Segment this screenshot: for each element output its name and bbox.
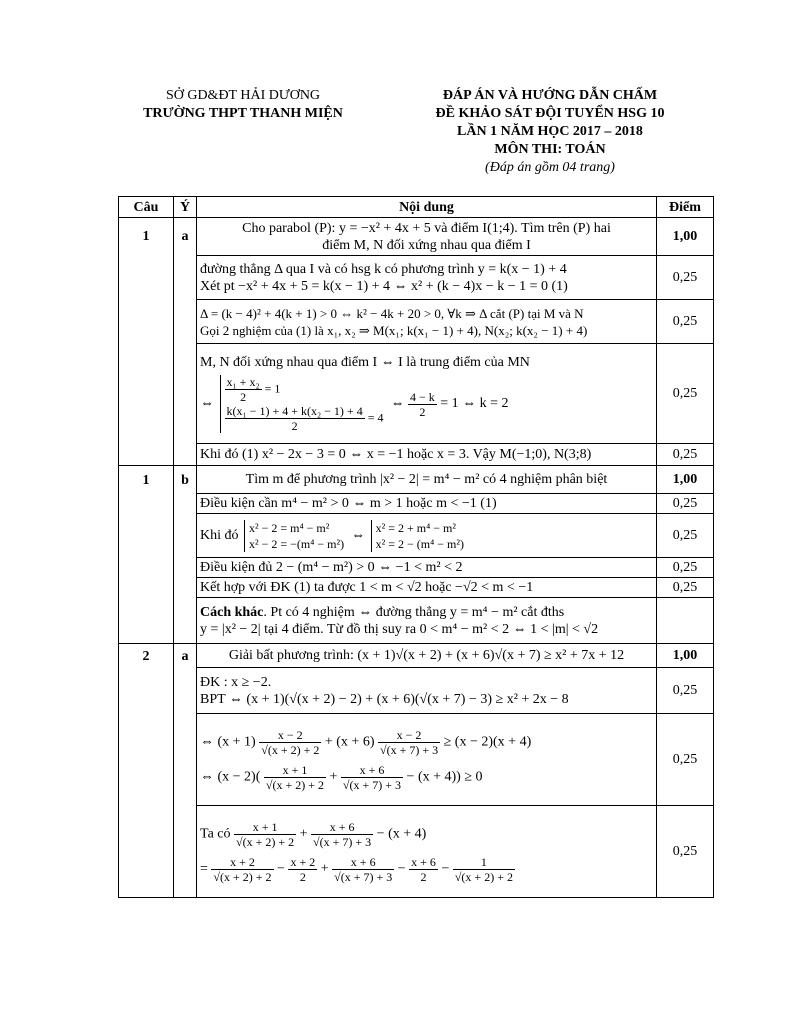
exam-round: LẦN 1 NĂM HỌC 2017 – 2018 xyxy=(457,124,643,139)
question-prompt: Tìm m để phương trình |x² − 2| = m⁴ − m² có 4 nghiệm phân biệt xyxy=(197,466,657,494)
table-row xyxy=(119,218,714,256)
score: 0,25 xyxy=(657,494,714,514)
equation-set: x² = 2 + m⁴ − m² x² = 2 − (m⁴ − m²) xyxy=(371,520,464,552)
exam-name: ĐỀ KHẢO SÁT ĐỘI TUYỂN HSG 10 xyxy=(435,106,665,121)
solution-line: ⇔ (x − 2)( $\frac{x + 1}{√(x + 2) + 2}$ + $\frac{x + 6}{√(x + 7) + 3}$ − (x + 4)) ≥ 0 xyxy=(200,762,483,792)
fraction: $\frac{x - 2}{√(x + 7) + 3}$ xyxy=(379,727,439,757)
score: 0,25 xyxy=(657,558,714,578)
col-header-cau: Câu xyxy=(119,197,174,218)
question-prompt: Giải bất phương trình: (x + 1)√(x + 2) + (x + 6)√(x + 7) ≥ x² + 7x + 12 xyxy=(197,644,657,668)
solution-line: = $\frac{x + 2}{√(x + 2) + 2}$ − $\frac{x + 2}{2}$ + $\frac{x + 6}{√(x + 7) + 3}$ − $\frac{x + 6}{2}$ − $\frac{1}{√(x + 2) + 2}$ xyxy=(200,854,513,884)
table-row xyxy=(119,444,714,466)
score: 1,00 xyxy=(657,644,714,668)
solution-step xyxy=(197,806,657,898)
header-left xyxy=(118,87,368,123)
prompt-line: điểm M, N đối xứng nhau qua điểm I xyxy=(322,237,531,253)
fraction: $\frac{\text{x₁ + x₂}}{2}$ xyxy=(226,375,260,404)
solution-line: Δ = (k − 4)² + 4(k + 1) > 0 ⇔ k² − 4k + 20 > 0, ∀k ⇒ Δ cắt (P) tại M và N xyxy=(200,305,584,321)
solution-step xyxy=(197,300,657,344)
fraction: $\frac{x + 6}{2}$ xyxy=(411,854,436,884)
question-part: a xyxy=(174,644,197,898)
table-row xyxy=(119,714,714,806)
table-row xyxy=(119,466,714,494)
table-row xyxy=(119,578,714,598)
table-row xyxy=(119,494,714,514)
solution-line: M, N đối xứng nhau qua điểm I ⇔ I là trung điểm của MN xyxy=(200,355,530,370)
question-number: 2 xyxy=(119,644,174,898)
fraction: $\frac{4 - k}{2}$ xyxy=(409,389,435,419)
score: 0,25 xyxy=(657,714,714,806)
score: 1,00 xyxy=(657,466,714,494)
question-part: b xyxy=(174,466,197,644)
header-right xyxy=(395,87,705,177)
table-row xyxy=(119,300,714,344)
school-name: TRƯỜNG THPT THANH MIỆN xyxy=(143,106,343,121)
solution-step xyxy=(197,344,657,444)
table-row xyxy=(119,514,714,558)
table-row xyxy=(119,598,714,644)
score: 0,25 xyxy=(657,344,714,444)
fraction: $\frac{x + 2}{2}$ xyxy=(290,854,316,884)
question-number: 1 xyxy=(119,218,174,466)
doc-title: ĐÁP ÁN VÀ HƯỚNG DẪN CHẤM xyxy=(442,88,658,103)
question-part: a xyxy=(174,218,197,466)
solution-step: Khi đó x² − 2 = m⁴ − m² x² − 2 = −(m⁴ − m²) ⇔ x² = 2 + m⁴ − m² x² = 2 − (m⁴ − m²) xyxy=(197,514,657,558)
solution-line: ĐK : x ≥ −2. xyxy=(200,674,272,690)
score: 1,00 xyxy=(657,218,714,256)
solution-step xyxy=(197,598,657,644)
fraction: $\frac{x + 6}{√(x + 7) + 3}$ xyxy=(313,819,372,849)
table-row xyxy=(119,344,714,444)
col-header-diem: Điểm xyxy=(657,197,714,218)
solution-step xyxy=(197,668,657,714)
solution-line: ⇔ $\frac{\text{x₁ + x₂}}{2}$ = 1 $\frac{\text{k(x₁ − 1) + 4 + k(x₂ − 1) + 4}}{2}$ = 4 ⇔ $\frac{4 - k}{2}$ = 1 ⇔ k = 2 xyxy=(200,375,509,433)
score: 0,25 xyxy=(657,514,714,558)
question-number: 1 xyxy=(119,466,174,644)
col-header-y: Ý xyxy=(174,197,197,218)
solution-line: Gọi 2 nghiệm của (1) là x₁, x₂ ⇒ M(x₁; k(x₁ − 1) + 4), N(x₂; k(x₂ − 1) + 4) xyxy=(200,322,588,338)
page-count-note: (Đáp án gồm 04 trang) xyxy=(485,160,615,175)
col-header-noi-dung: Nội dung xyxy=(197,197,657,218)
table-row xyxy=(119,558,714,578)
solution-line: Cách khác. Pt có 4 nghiệm ⇔ đường thẳng y = m⁴ − m² cắt đths xyxy=(200,604,565,620)
score: 0,25 xyxy=(657,668,714,714)
solution-line: y = |x² − 2| tại 4 điểm. Từ đồ thị suy ra 0 < m⁴ − m² < 2 ⇔ 1 < |m| < √2 xyxy=(200,621,599,637)
table-header-row xyxy=(119,197,714,218)
fraction: $\frac{x + 2}{√(x + 2) + 2}$ xyxy=(213,854,272,884)
equation-system: $\frac{\text{x₁ + x₂}}{2}$ = 1 $\frac{\text{k(x₁ − 1) + 4 + k(x₂ − 1) + 4}}{2}$ = 4 xyxy=(220,375,384,433)
fraction: $\frac{x - 2}{√(x + 2) + 2}$ xyxy=(261,727,320,757)
score: 0,25 xyxy=(657,444,714,466)
fraction: $\frac{1}{√(x + 2) + 2}$ xyxy=(454,854,513,884)
fraction: $\frac{\text{k(x₁ − 1) + 4 + k(x₂ − 1) + 4}}{2}$ xyxy=(226,404,363,433)
table-row xyxy=(119,644,714,668)
solution-line: Xét pt −x² + 4x + 5 = k(x − 1) + 4 ⇔ x² + (k − 4)x − k − 1 = 0 (1) xyxy=(200,278,568,294)
solution-step xyxy=(197,256,657,300)
score: 0,25 xyxy=(657,256,714,300)
solution-line: Ta có $\frac{x + 1}{√(x + 2) + 2}$ + $\frac{x + 6}{√(x + 7) + 3}$ − (x + 4) xyxy=(200,819,427,849)
score: 0,25 xyxy=(657,300,714,344)
solution-step xyxy=(197,714,657,806)
solution-line: ⇔ (x + 1) $\frac{x - 2}{√(x + 2) + 2}$ + (x + 6) $\frac{x - 2}{√(x + 7) + 3}$ ≥ (x − 2)(x + 4) xyxy=(200,727,532,757)
solution-step: Khi đó (1) x² − 2x − 3 = 0 ⇔ x = −1 hoặc x = 3. Vậy M(−1;0), N(3;8) xyxy=(197,444,657,466)
score: 0,25 xyxy=(657,578,714,598)
solution-step: Điều kiện cần m⁴ − m² > 0 ⇔ m > 1 hoặc m < −1 (1) xyxy=(197,494,657,514)
department-name: SỞ GD&ĐT HẢI DƯƠNG xyxy=(165,88,321,103)
solution-label: Khi đó xyxy=(200,527,239,543)
solution-line: đường thẳng Δ qua I và có hsg k có phương trình y = k(x − 1) + 4 xyxy=(200,261,567,277)
subject: MÔN THI: TOÁN xyxy=(494,142,606,157)
solution-step: Điều kiện đủ 2 − (m⁴ − m²) > 0 ⇔ −1 < m² < 2 xyxy=(197,558,657,578)
equation-set: x² − 2 = m⁴ − m² x² − 2 = −(m⁴ − m²) xyxy=(244,520,344,552)
table-row xyxy=(119,668,714,714)
table-row xyxy=(119,806,714,898)
solution-step: Kết hợp với ĐK (1) ta được 1 < m < √2 hoặc −√2 < m < −1 xyxy=(197,578,657,598)
fraction: $\frac{x + 6}{√(x + 7) + 3}$ xyxy=(342,762,402,792)
fraction: $\frac{x + 1}{√(x + 2) + 2}$ xyxy=(236,819,295,849)
answer-table xyxy=(118,196,714,898)
score: 0,25 xyxy=(657,806,714,898)
table-row xyxy=(119,256,714,300)
fraction: $\frac{x + 1}{√(x + 2) + 2}$ xyxy=(265,762,325,792)
prompt-line: Cho parabol (P): y = −x² + 4x + 5 và điểm I(1;4). Tìm trên (P) hai xyxy=(242,220,611,236)
score-empty xyxy=(657,598,714,644)
solution-line: BPT ⇔ (x + 1)(√(x + 2) − 2) + (x + 6)(√(x + 7) − 3) ≥ x² + 2x − 8 xyxy=(200,691,569,707)
fraction: $\frac{x + 6}{√(x + 7) + 3}$ xyxy=(334,854,393,884)
question-prompt xyxy=(197,218,657,256)
